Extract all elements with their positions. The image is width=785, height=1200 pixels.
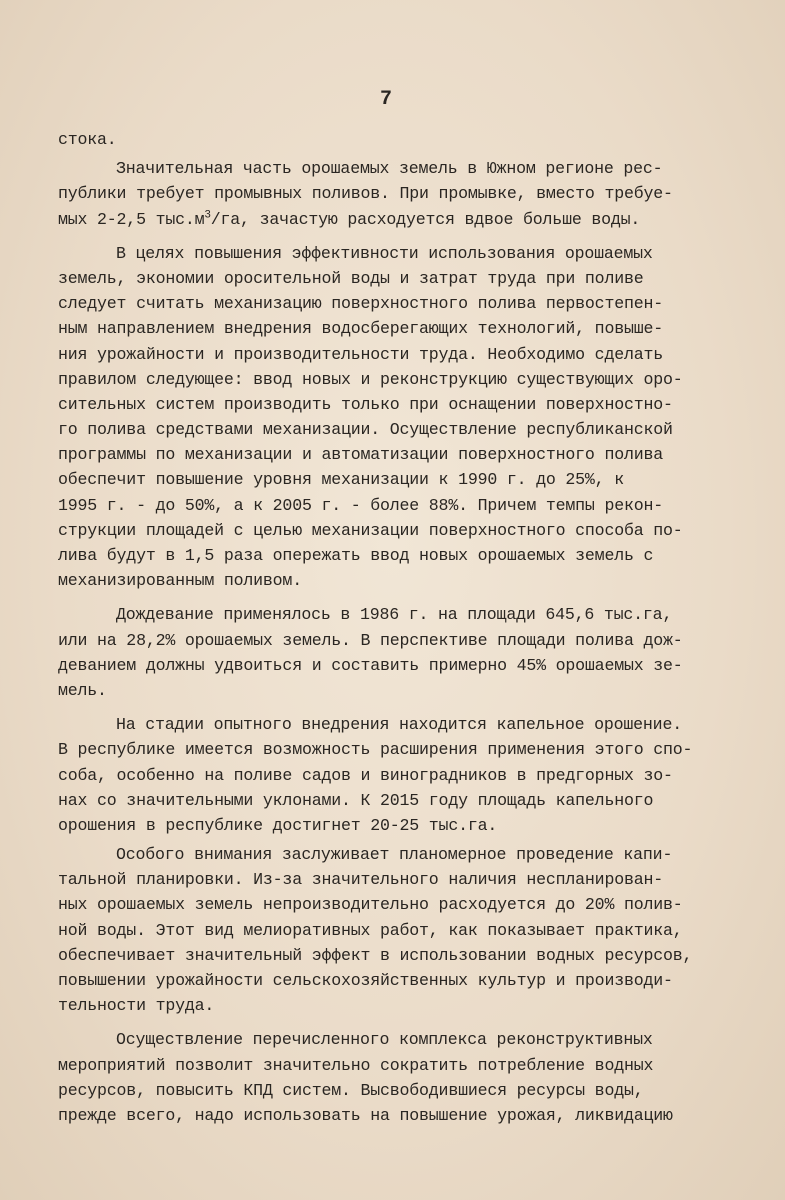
text-line: Значительная часть орошаемых земель в Южном регионе рес- — [116, 159, 663, 179]
text-line: нах со значительными уклонами. К 2015 году площадь капельного — [58, 790, 654, 810]
text-line: Дождевание применялось в 1986 г. на площади 645,6 тыс.га, — [116, 605, 673, 625]
text-line: следует считать механизацию поверхностного полива первостепен- — [58, 294, 663, 314]
text-fragment: /га, зачастую расходуется вдвое больше воды. — [210, 209, 641, 229]
text-line: тельности труда. — [58, 996, 215, 1016]
superscript: 3 — [204, 209, 211, 222]
text-line: стока. — [58, 130, 117, 149]
text-line: сительных систем производить только при оснащении поверхностно- — [58, 394, 673, 414]
text-line: Осуществление перечисленного комплекса реконструктивных — [116, 1030, 653, 1050]
text-line: ресурсов, повысить КПД систем. Высвободившиеся ресурсы воды, — [58, 1080, 644, 1100]
text-line: или на 28,2% орошаемых земель. В перспективе площади полива дож- — [58, 630, 683, 650]
text-line: соба, особенно на поливе садов и виноградников в предгорных зо- — [58, 765, 673, 785]
text-line: обеспечит повышение уровня механизации к 1990 г. до 25%, к — [58, 470, 624, 490]
text-line: деванием должны удвоиться и составить примерно 45% орошаемых зе- — [58, 655, 683, 675]
text-line: ным направлением внедрения водосберегающих технологий, повыше- — [58, 319, 663, 339]
text-line: струкции площадей с целью механизации поверхностного способа по- — [58, 520, 683, 540]
text-fragment: мых 2-2,5 тыс.м — [58, 209, 205, 229]
text-line: 1995 г. - до 50%, а к 2005 г. - более 88%. Причем темпы рекон- — [58, 495, 663, 515]
text-line: лива будут в 1,5 раза опережать ввод новых орошаемых земель с — [58, 546, 654, 565]
text-line: правилом следующее: ввод новых и реконструкцию существующих оро- — [58, 369, 683, 389]
text-line: ной воды. Этот вид мелиоративных работ, как показывает практика, — [58, 920, 683, 940]
text-line: публики требует промывных поливов. При промывке, вместо требуе- — [58, 184, 673, 204]
body-text — [58, 127, 748, 1128]
text-line: мероприятий позволит значительно сократить потребление водных — [58, 1055, 654, 1075]
text-line — [58, 207, 748, 232]
text-line: Особого внимания заслуживает планомерное проведение капи- — [116, 845, 673, 865]
text-line: В республике имеется возможность расширения применения этого спо- — [58, 740, 693, 760]
text-line: программы по механизации и автоматизации поверхностного полива — [58, 445, 663, 465]
text-line: механизированным поливом. — [58, 571, 302, 591]
text-line: прежде всего, надо использовать на повышение урожая, ликвидацию — [58, 1105, 673, 1125]
text-line: повышении урожайности сельскохозяйственных культур и производи- — [58, 971, 673, 990]
text-line: го полива средствами механизации. Осуществление республиканской — [58, 420, 673, 440]
text-line: обеспечивает значительный эффект в использовании водных ресурсов, — [58, 945, 693, 965]
text-line: В целях повышения эффективности использования орошаемых — [116, 243, 653, 263]
text-line: На стадии опытного внедрения находится капельное орошение. — [116, 715, 682, 735]
text-line: орошения в республике достигнет 20-25 тыс.га. — [58, 815, 498, 835]
text-line: тальной планировки. Из-за значительного наличия неспланирован- — [58, 870, 663, 890]
text-line: мель. — [58, 680, 107, 700]
page-number: 7 — [380, 88, 393, 111]
text-line: земель, экономии оросительной воды и затрат труда при поливе — [58, 268, 644, 288]
text-line: ния урожайности и производительности труда. Необходимо сделать — [58, 344, 663, 364]
text-line: ных орошаемых земель непроизводительно расходуется до 20% полив- — [58, 895, 683, 915]
